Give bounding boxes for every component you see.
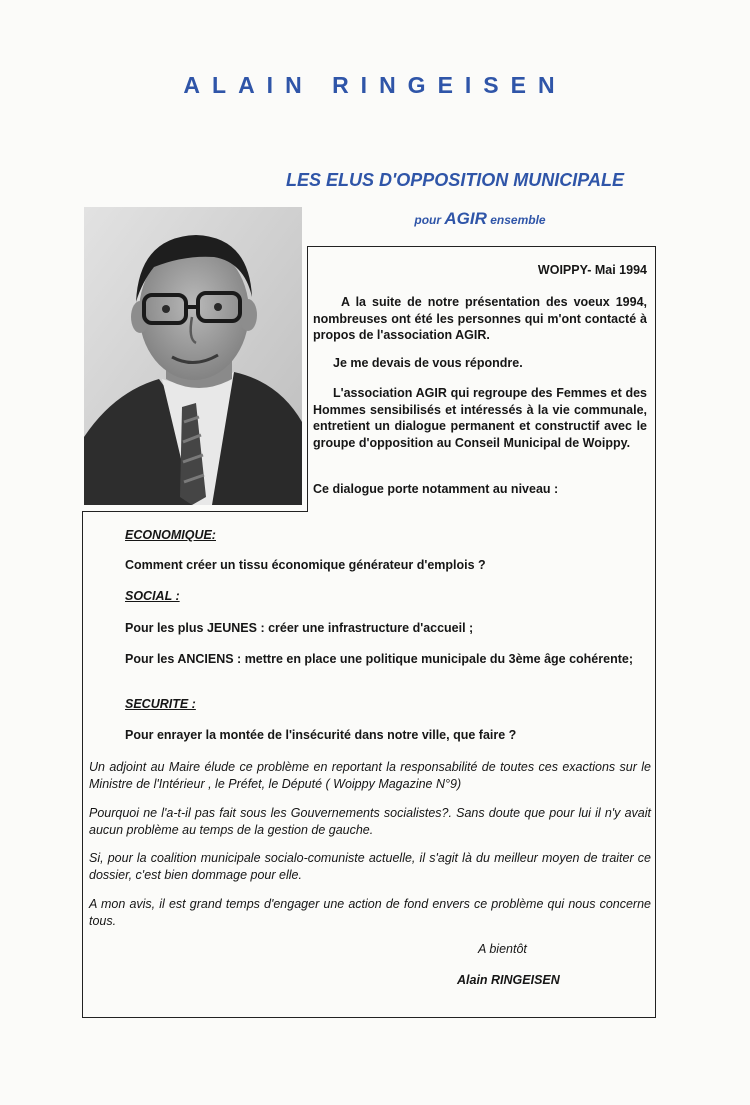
paragraph-avis: A mon avis, il est grand temps d'engager une action de fond envers ce problème qui nous concerne tous. — [89, 897, 651, 928]
letter-date: WOIPPY- Mai 1994 — [537, 263, 647, 277]
letter-frame-top — [307, 246, 656, 512]
page-title: ALAIN RINGEISEN — [183, 72, 567, 98]
heading-social: SOCIAL : — [125, 589, 180, 603]
heading-economique: ECONOMIQUE: — [125, 528, 216, 542]
signature: Alain RINGEISEN — [457, 973, 560, 987]
text-economique: Comment créer un tissu économique générateur d'emplois ? — [125, 558, 486, 572]
tagline-pre: pour — [414, 213, 442, 227]
text-securite: Pour enrayer la montée de l'insécurité dans notre ville, que faire ? — [125, 728, 517, 742]
tagline-main: AGIR — [444, 209, 487, 228]
paragraph-coalition: Si, pour la coalition municipale socialo-comuniste actuelle, il s'agit là du meilleur moyen de traiter ce dossier, c'est bien dommage pour elle. — [89, 851, 651, 882]
subtitle: LES ELUS D'OPPOSITION MUNICIPALE — [286, 170, 624, 190]
paragraph-intro: A la suite de notre présentation des voeux 1994, nombreuses ont été les personnes qui m'ont contacté à propos de l'association AGIR. — [313, 295, 647, 342]
portrait-photo — [84, 207, 302, 505]
heading-securite: SECURITE : — [125, 697, 196, 711]
paragraph-pourquoi: Pourquoi ne l'a-t-il pas fait sous les Gouvernements socialistes?. Sans doute que pour lui il n'y avait aucun problème au temps de la gestion de gauche. — [89, 806, 651, 837]
closing-text: A bientôt — [478, 942, 527, 956]
tagline-post: ensemble — [490, 213, 546, 227]
paragraph-reply: Je me devais de vous répondre. — [333, 356, 523, 370]
frame-divider — [82, 511, 308, 512]
text-social-jeunes: Pour les plus JEUNES : créer une infrastructure d'accueil ; — [125, 621, 474, 635]
text-social-anciens: Pour les ANCIENS : mettre en place une politique municipale du 3ème âge cohérente; — [125, 652, 633, 666]
paragraph-dialogue: Ce dialogue porte notamment au niveau : — [313, 482, 559, 496]
paragraph-adjoint: Un adjoint au Maire élude ce problème en reportant la responsabilité de toutes ces exactions sur le Ministre de l'Intérieur , le Préfet, le Député ( Woippy Magazine N°9) — [89, 760, 651, 791]
tagline — [380, 209, 580, 229]
paragraph-association: L'association AGIR qui regroupe des Femmes et des Hommes sensibilisés et intéressés à la vie communale, entretient un dialogue permanent et constructif avec le groupe d'opposition au Conseil Municipal de Woippy. — [313, 386, 647, 450]
